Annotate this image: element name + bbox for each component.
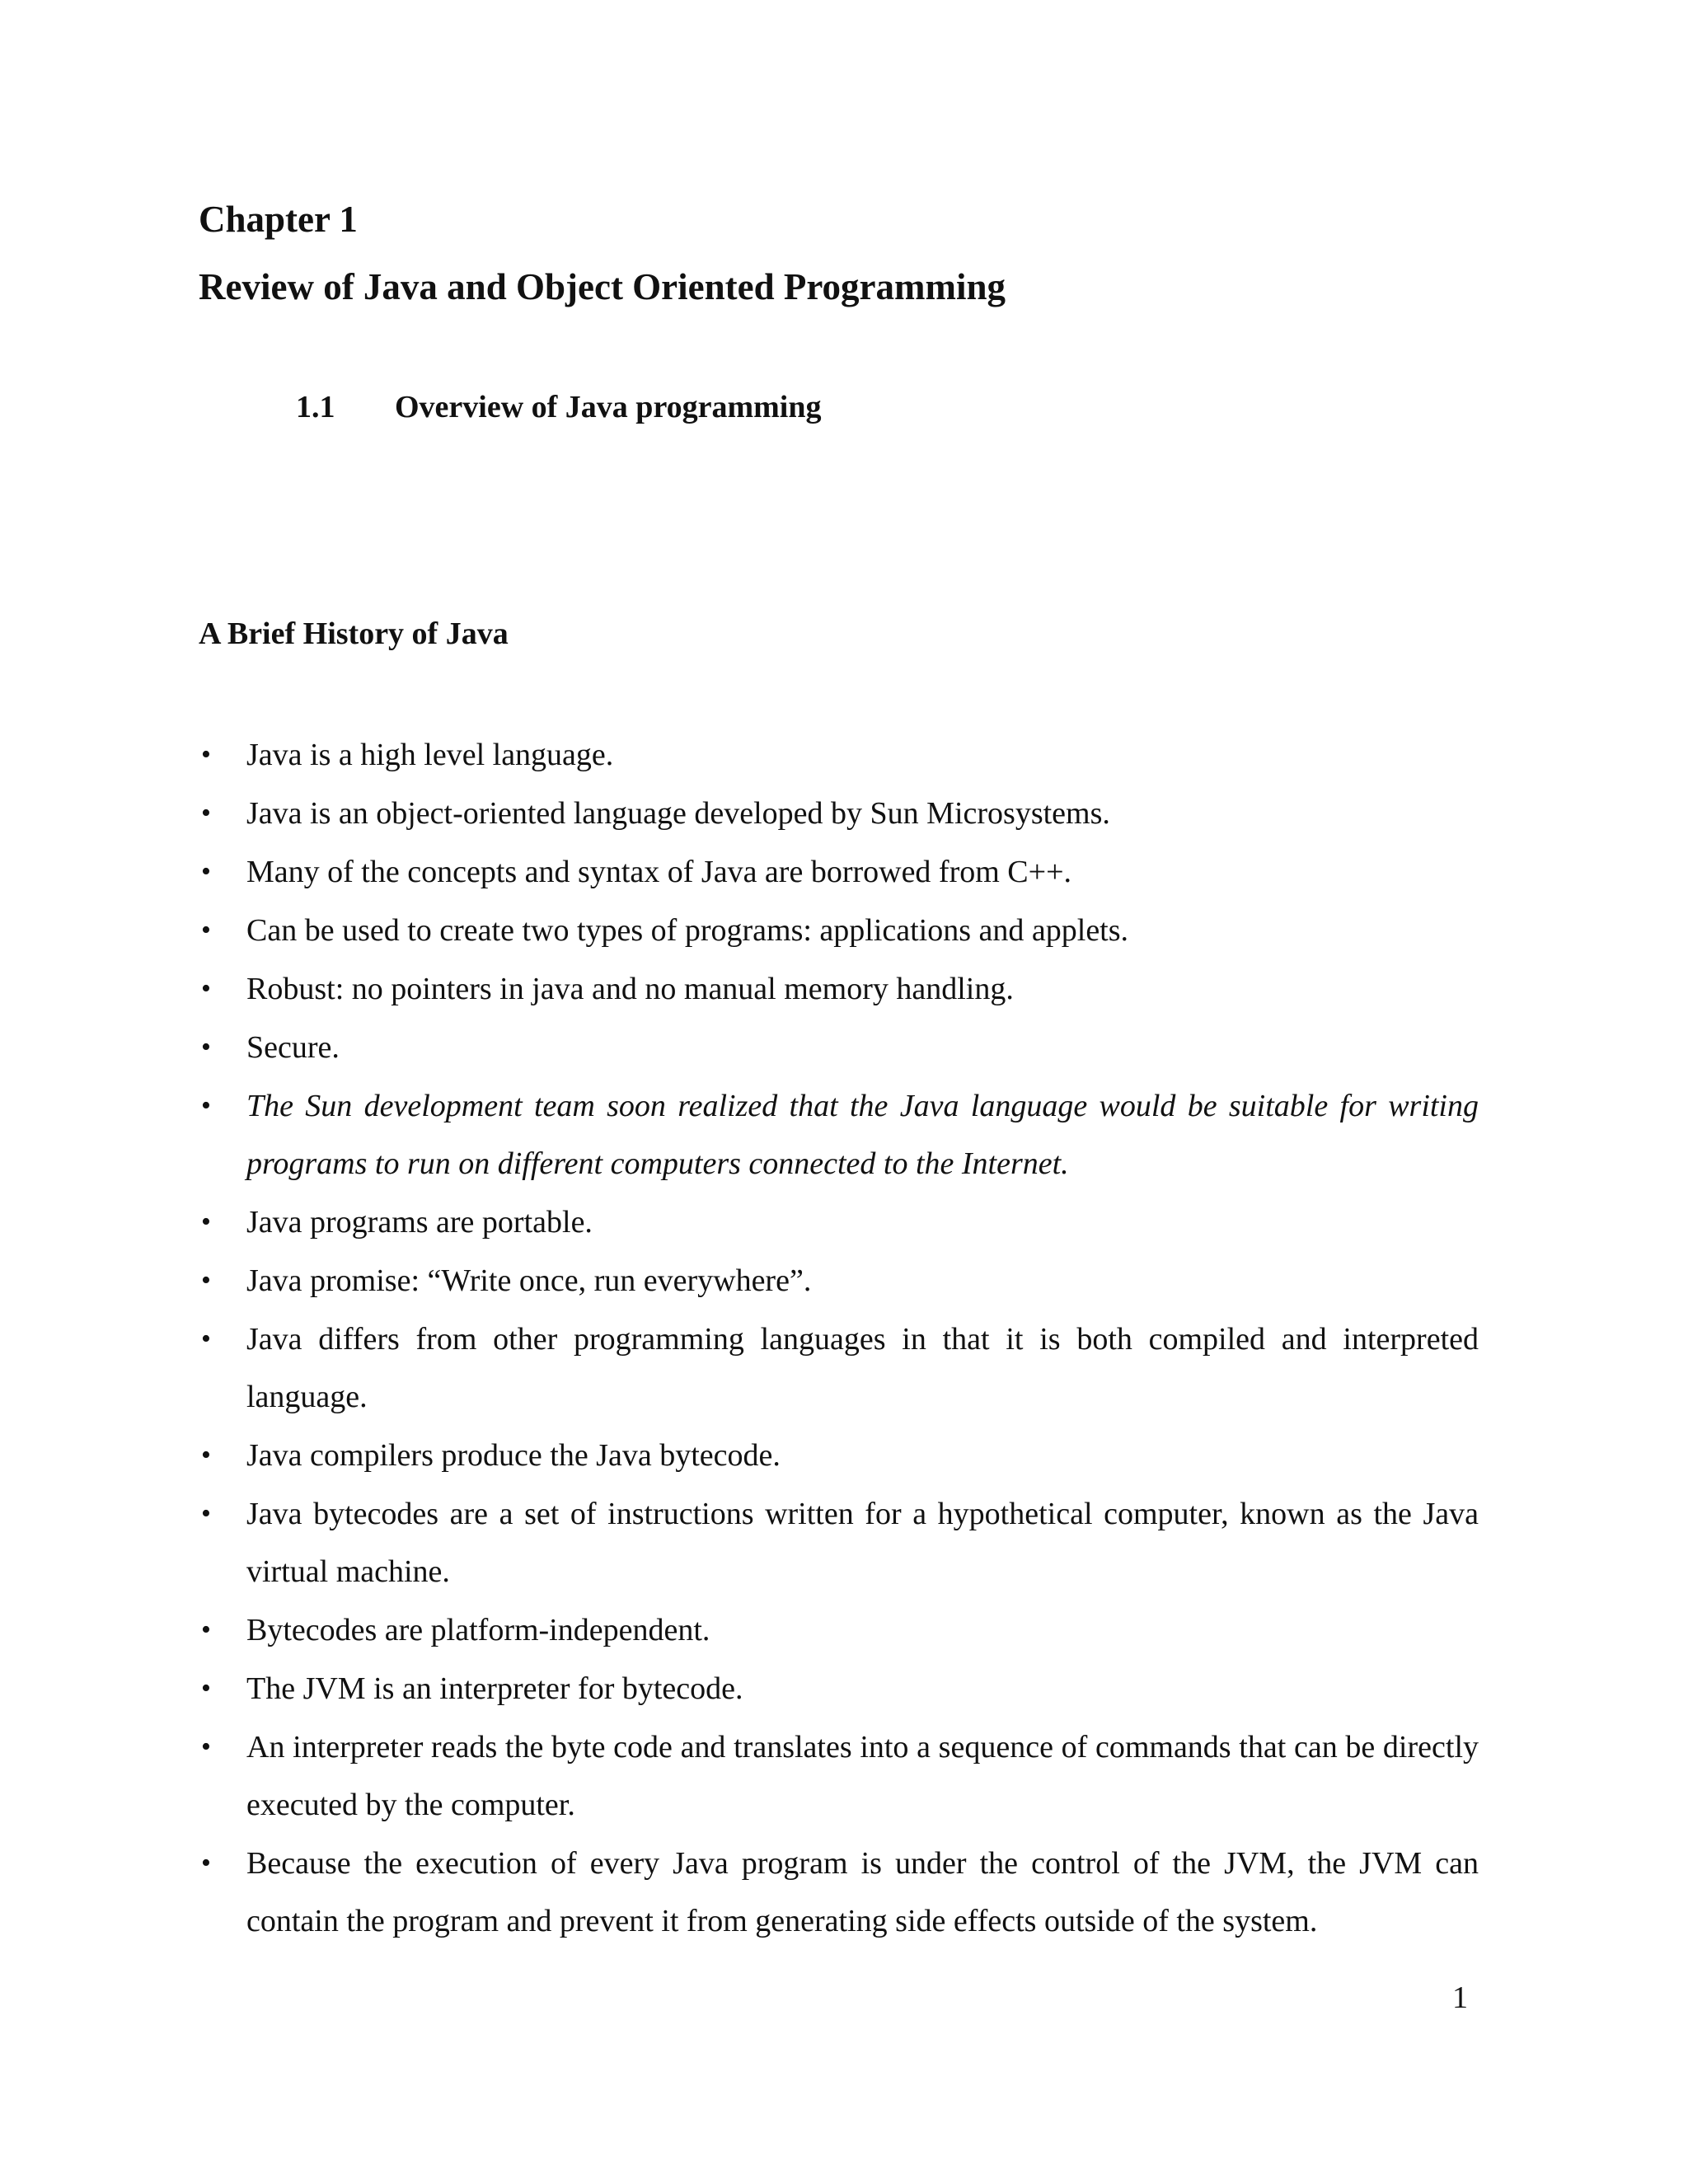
bullet-icon: • bbox=[201, 1732, 211, 1762]
bullet-icon: • bbox=[201, 915, 211, 945]
list-item bbox=[199, 1718, 1479, 1834]
list-item bbox=[199, 1660, 1479, 1718]
bullet-icon: • bbox=[201, 798, 211, 828]
history-subheading: A Brief History of Java bbox=[199, 616, 509, 651]
list-item bbox=[199, 902, 1479, 959]
bullet-icon: • bbox=[201, 856, 211, 887]
bullet-icon: • bbox=[201, 973, 211, 1004]
list-item bbox=[199, 1252, 1479, 1310]
list-item bbox=[199, 1485, 1479, 1601]
bullet-icon: • bbox=[201, 1673, 211, 1704]
bullet-icon: • bbox=[201, 1498, 211, 1529]
list-item bbox=[199, 1193, 1479, 1251]
list-item-text: Java bytecodes are a set of instructions written for a hypothetical computer, known as the Java virtual machine. bbox=[246, 1497, 1479, 1589]
list-item-text: Secure. bbox=[246, 1030, 340, 1065]
list-item-text: Robust: no pointers in java and no manual memory handling. bbox=[246, 972, 1014, 1006]
page-number: 1 bbox=[1452, 1980, 1468, 2015]
section-number: 1.1 bbox=[296, 390, 335, 424]
list-item bbox=[199, 1077, 1479, 1193]
list-item-text: Bytecodes are platform-independent. bbox=[246, 1613, 710, 1647]
bullet-icon: • bbox=[201, 1324, 211, 1354]
history-bullet-list bbox=[199, 726, 1479, 1951]
list-item bbox=[199, 1601, 1479, 1659]
list-item bbox=[199, 1310, 1479, 1426]
list-item-text: The Sun development team soon realized that the Java language would be suitable for writing programs to run on different computers connected to the Internet. bbox=[246, 1089, 1479, 1181]
list-item-text: Java promise: “Write once, run everywhere”. bbox=[246, 1263, 812, 1298]
list-item-text: Java differs from other programming languages in that it is both compiled and interpreted language. bbox=[246, 1322, 1479, 1414]
list-item-text: Can be used to create two types of programs: applications and applets. bbox=[246, 913, 1129, 948]
list-item-text: Java programs are portable. bbox=[246, 1205, 593, 1240]
bullet-icon: • bbox=[201, 1615, 211, 1645]
list-item bbox=[199, 726, 1479, 784]
list-item-text: Java is an object-oriented language developed by Sun Microsystems. bbox=[246, 796, 1110, 831]
bullet-icon: • bbox=[201, 1032, 211, 1062]
chapter-title: Review of Java and Object Oriented Programming bbox=[199, 266, 1006, 307]
list-item-text: The JVM is an interpreter for bytecode. bbox=[246, 1671, 743, 1706]
list-item-text: Java compilers produce the Java bytecode. bbox=[246, 1438, 781, 1473]
list-item bbox=[199, 1019, 1479, 1076]
list-item-text: Java is a high level language. bbox=[246, 738, 614, 772]
list-item bbox=[199, 785, 1479, 842]
bullet-icon: • bbox=[201, 1265, 211, 1296]
bullet-icon: • bbox=[201, 1207, 211, 1237]
bullet-icon: • bbox=[201, 739, 211, 770]
list-item-text: Many of the concepts and syntax of Java are borrowed from C++. bbox=[246, 855, 1072, 889]
list-item bbox=[199, 1427, 1479, 1484]
bullet-icon: • bbox=[201, 1848, 211, 1878]
section-heading bbox=[296, 387, 822, 427]
list-item bbox=[199, 1835, 1479, 1950]
bullet-icon: • bbox=[201, 1440, 211, 1470]
list-item-text: An interpreter reads the byte code and translates into a sequence of commands that can be directly executed by the computer. bbox=[246, 1730, 1479, 1822]
list-item-text: Because the execution of every Java program is under the control of the JVM, the JVM can contain the program and prevent it from generating side effects outside of the system. bbox=[246, 1846, 1479, 1938]
chapter-label: Chapter 1 bbox=[199, 199, 358, 240]
list-item bbox=[199, 843, 1479, 901]
bullet-icon: • bbox=[201, 1090, 211, 1121]
section-title: Overview of Java programming bbox=[395, 390, 822, 424]
list-item bbox=[199, 960, 1479, 1018]
